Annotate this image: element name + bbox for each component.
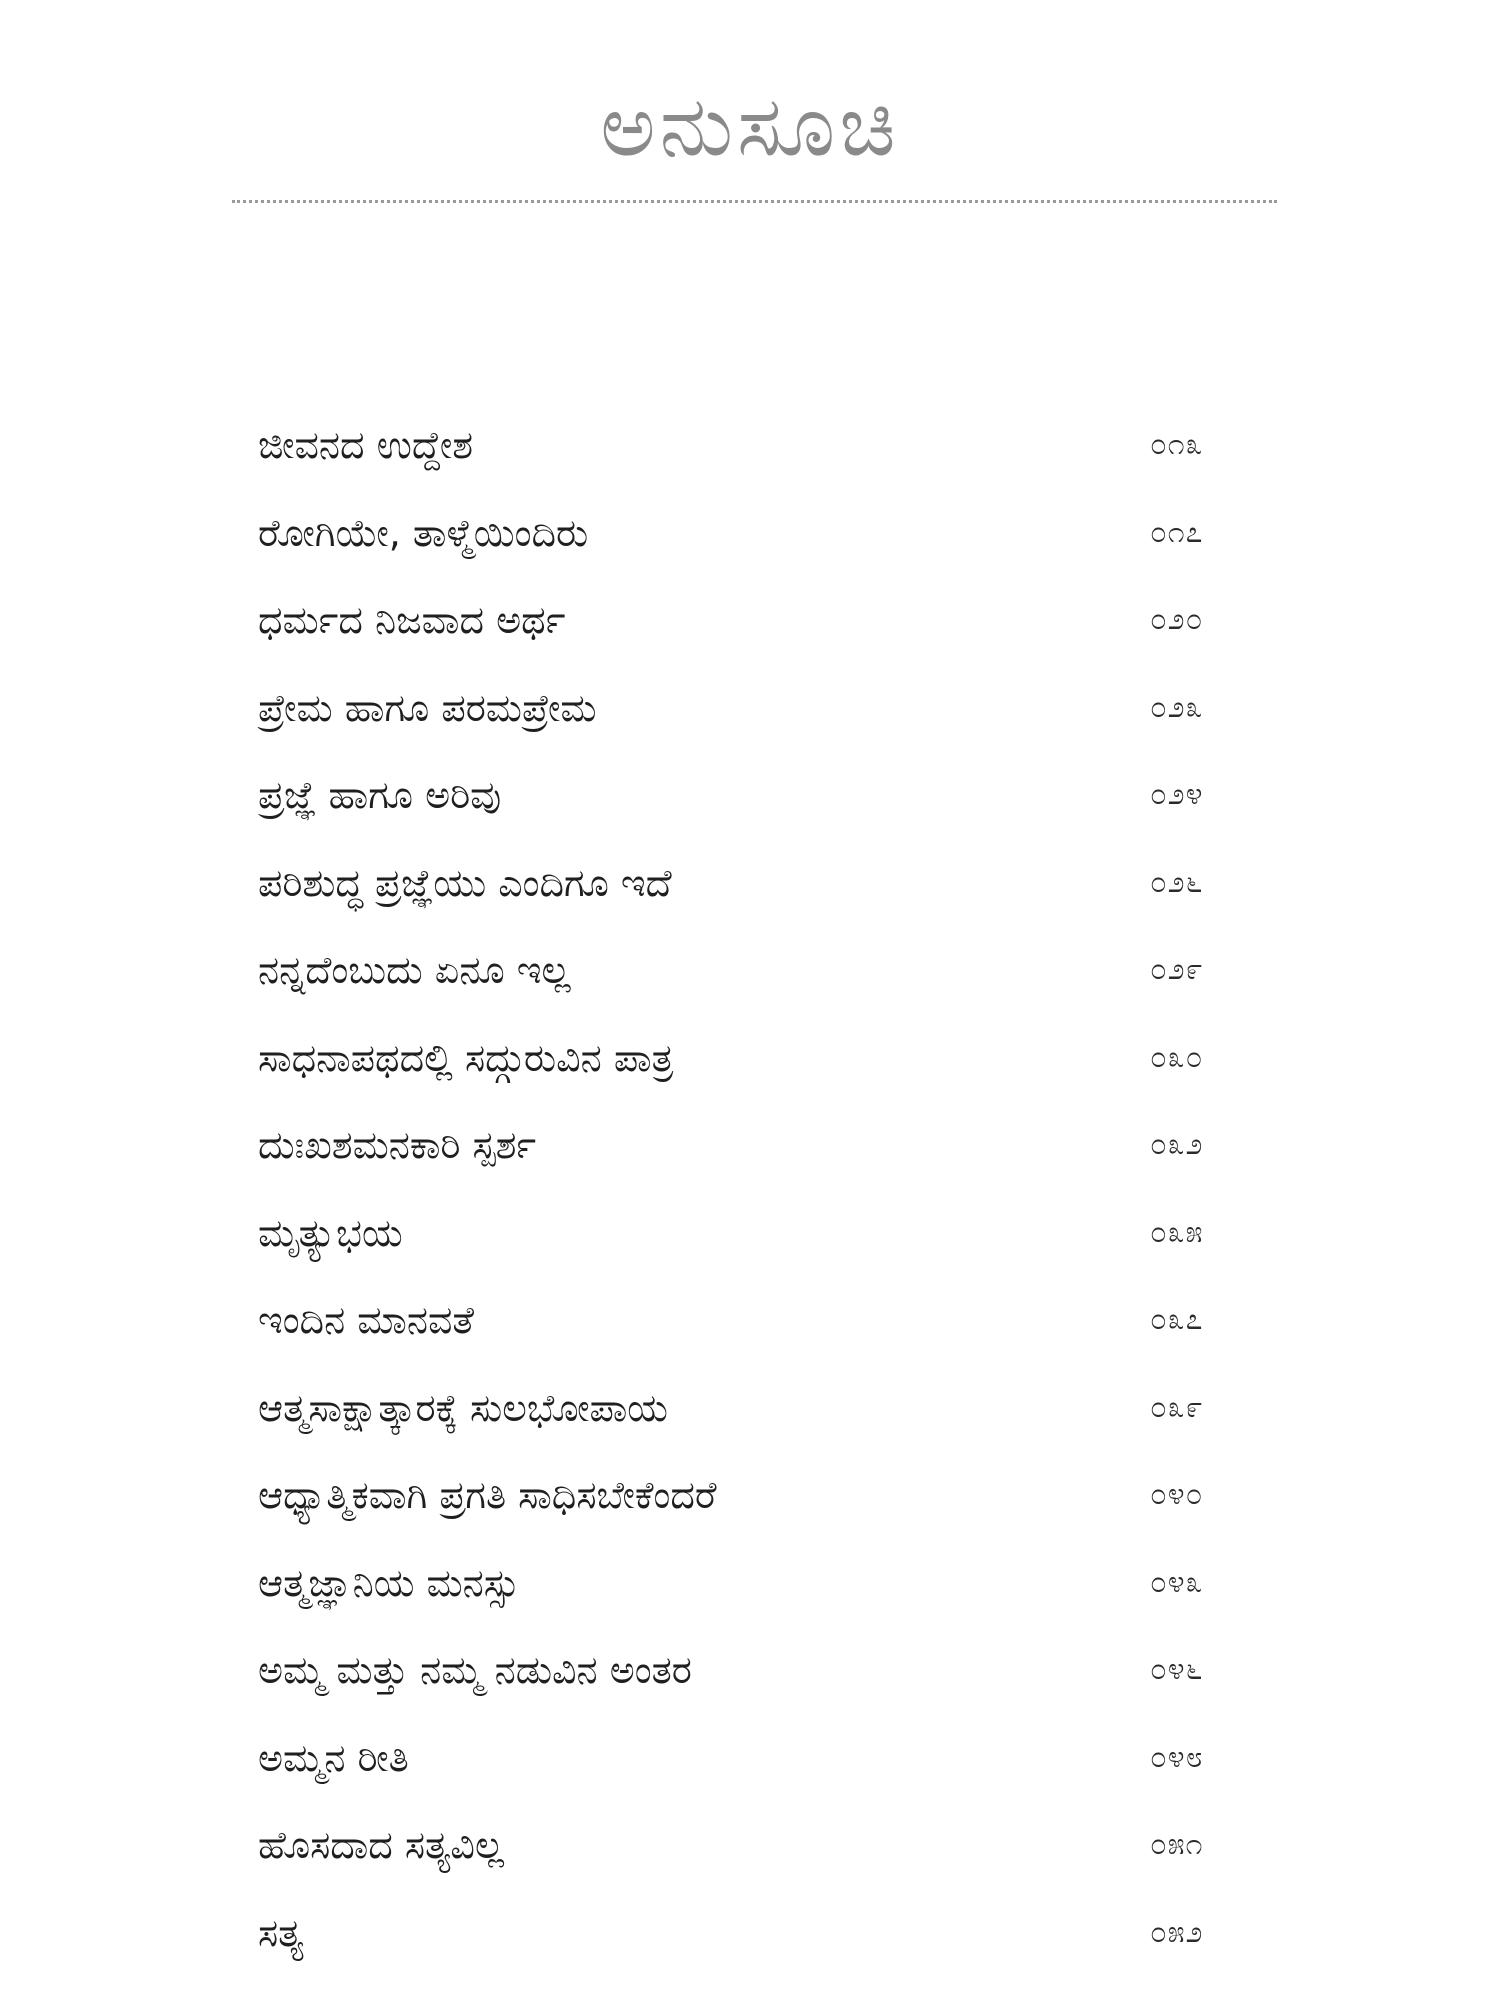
toc-entry-title: ದುಃಖಶಮನಕಾರಿ ಸ್ಪರ್ಶ [258, 1123, 537, 1167]
toc-entry[interactable] [258, 678, 1228, 766]
toc-entry-title: ಮೃತ್ಯುಭಯ [258, 1210, 403, 1255]
toc-entry-title: ಸಾಧನಾಪಥದಲ್ಲಿ ಸದ್ಗುರುವಿನ ಪಾತ್ರ [258, 1035, 674, 1080]
toc-entry-title: ಆತ್ಮಜ್ಞಾನಿಯ ಮನಸ್ಸು [258, 1560, 520, 1605]
toc-entry-title: ಪರಿಶುದ್ಧ ಪ್ರಜ್ಞೆಯು ಎಂದಿಗೂ ಇದೆ [258, 860, 672, 905]
page-title: ಅನುಸೂಚಿ [600, 77, 900, 175]
table-of-contents [258, 415, 1228, 1990]
toc-entry-page-number: ೦೧೭ [1150, 514, 1204, 550]
toc-entry[interactable] [258, 1028, 1228, 1116]
toc-entry-page-number: ೦೩೫ [1150, 1214, 1204, 1250]
toc-entry[interactable] [258, 765, 1228, 853]
toc-entry[interactable] [258, 1115, 1228, 1203]
toc-entry[interactable] [258, 1640, 1228, 1728]
toc-entry[interactable] [258, 1203, 1228, 1291]
toc-entry-page-number: ೦೧೩ [1150, 427, 1204, 462]
toc-entry-page-number: ೦೨೯ [1150, 952, 1204, 987]
toc-entry-page-number: ೦೩೭ [1150, 1302, 1204, 1337]
toc-entry-page-number: ೦೫೧ [1150, 1827, 1204, 1862]
toc-entry-page-number: ೦೪೦ [1150, 1477, 1204, 1512]
toc-entry-title: ರೋಗಿಯೇ, ತಾಳ್ಮೆಯಿಂದಿರು [258, 510, 589, 555]
toc-entry-page-number: ೦೪೮ [1150, 1739, 1204, 1775]
toc-entry-page-number: ೦೨೪ [1150, 777, 1204, 812]
toc-entry[interactable] [258, 853, 1228, 941]
toc-entry-page-number: ೦೩೯ [1150, 1389, 1204, 1425]
toc-entry[interactable] [258, 503, 1228, 591]
toc-entry-title: ಸತ್ಯ [258, 1910, 304, 1955]
toc-entry-title: ಇಂದಿನ ಮಾನವತೆ [258, 1298, 475, 1342]
toc-entry-page-number: ೦೨೦ [1150, 602, 1204, 637]
toc-entry[interactable] [258, 1728, 1228, 1816]
toc-entry-title: ಆಧ್ಯಾತ್ಮಿಕವಾಗಿ ಪ್ರಗತಿ ಸಾಧಿಸಬೇಕೆಂದರೆ [258, 1473, 717, 1517]
toc-entry[interactable] [258, 590, 1228, 678]
toc-entry-title: ಹೊಸದಾದ ಸತ್ಯವಿಲ್ಲ [258, 1823, 505, 1867]
toc-entry[interactable] [258, 1290, 1228, 1378]
toc-entry[interactable] [258, 1553, 1228, 1641]
toc-entry-page-number: ೦೨೩ [1150, 689, 1204, 725]
toc-entry[interactable] [258, 415, 1228, 503]
toc-entry-page-number: ೦೩೨ [1150, 1127, 1204, 1162]
toc-entry-page-number: ೦೩೦ [1150, 1039, 1204, 1075]
toc-entry-title: ಅಮ್ಮ ಮತ್ತು ನಮ್ಮ ನಡುವಿನ ಅಂತರ [258, 1648, 692, 1692]
toc-entry-page-number: ೦೪೩ [1150, 1564, 1204, 1600]
toc-entry-title: ಪ್ರೇಮ ಹಾಗೂ ಪರಮಪ್ರೇಮ [258, 685, 597, 730]
toc-entry[interactable] [258, 940, 1228, 1028]
toc-entry-page-number: ೦೨೬ [1150, 864, 1204, 900]
toc-entry[interactable] [258, 1378, 1228, 1466]
toc-entry[interactable] [258, 1465, 1228, 1553]
toc-entry[interactable] [258, 1815, 1228, 1903]
toc-entry-title: ಧರ್ಮದ ನಿಜವಾದ ಅರ್ಥ [258, 598, 566, 642]
toc-entry-title: ಅಮ್ಮನ ರೀತಿ [258, 1735, 409, 1780]
toc-entry-title: ಆತ್ಮಸಾಕ್ಷಾತ್ಕಾರಕ್ಕೆ ಸುಲಭೋಪಾಯ [258, 1385, 668, 1430]
toc-entry-page-number: ೦೪೬ [1150, 1652, 1204, 1687]
toc-entry-title: ನನ್ನದೆಂಬುದು ಏನೂ ಇಲ್ಲ [258, 948, 571, 992]
toc-entry-title: ಪ್ರಜ್ಞೆ ಹಾಗೂ ಅರಿವು [258, 773, 502, 817]
toc-entry-page-number: ೦೫೨ [1150, 1914, 1204, 1950]
title-divider [232, 200, 1277, 203]
toc-entry[interactable] [258, 1903, 1228, 1991]
toc-entry-title: ಜೀವನದ ಉದ್ದೇಶ [258, 423, 474, 467]
